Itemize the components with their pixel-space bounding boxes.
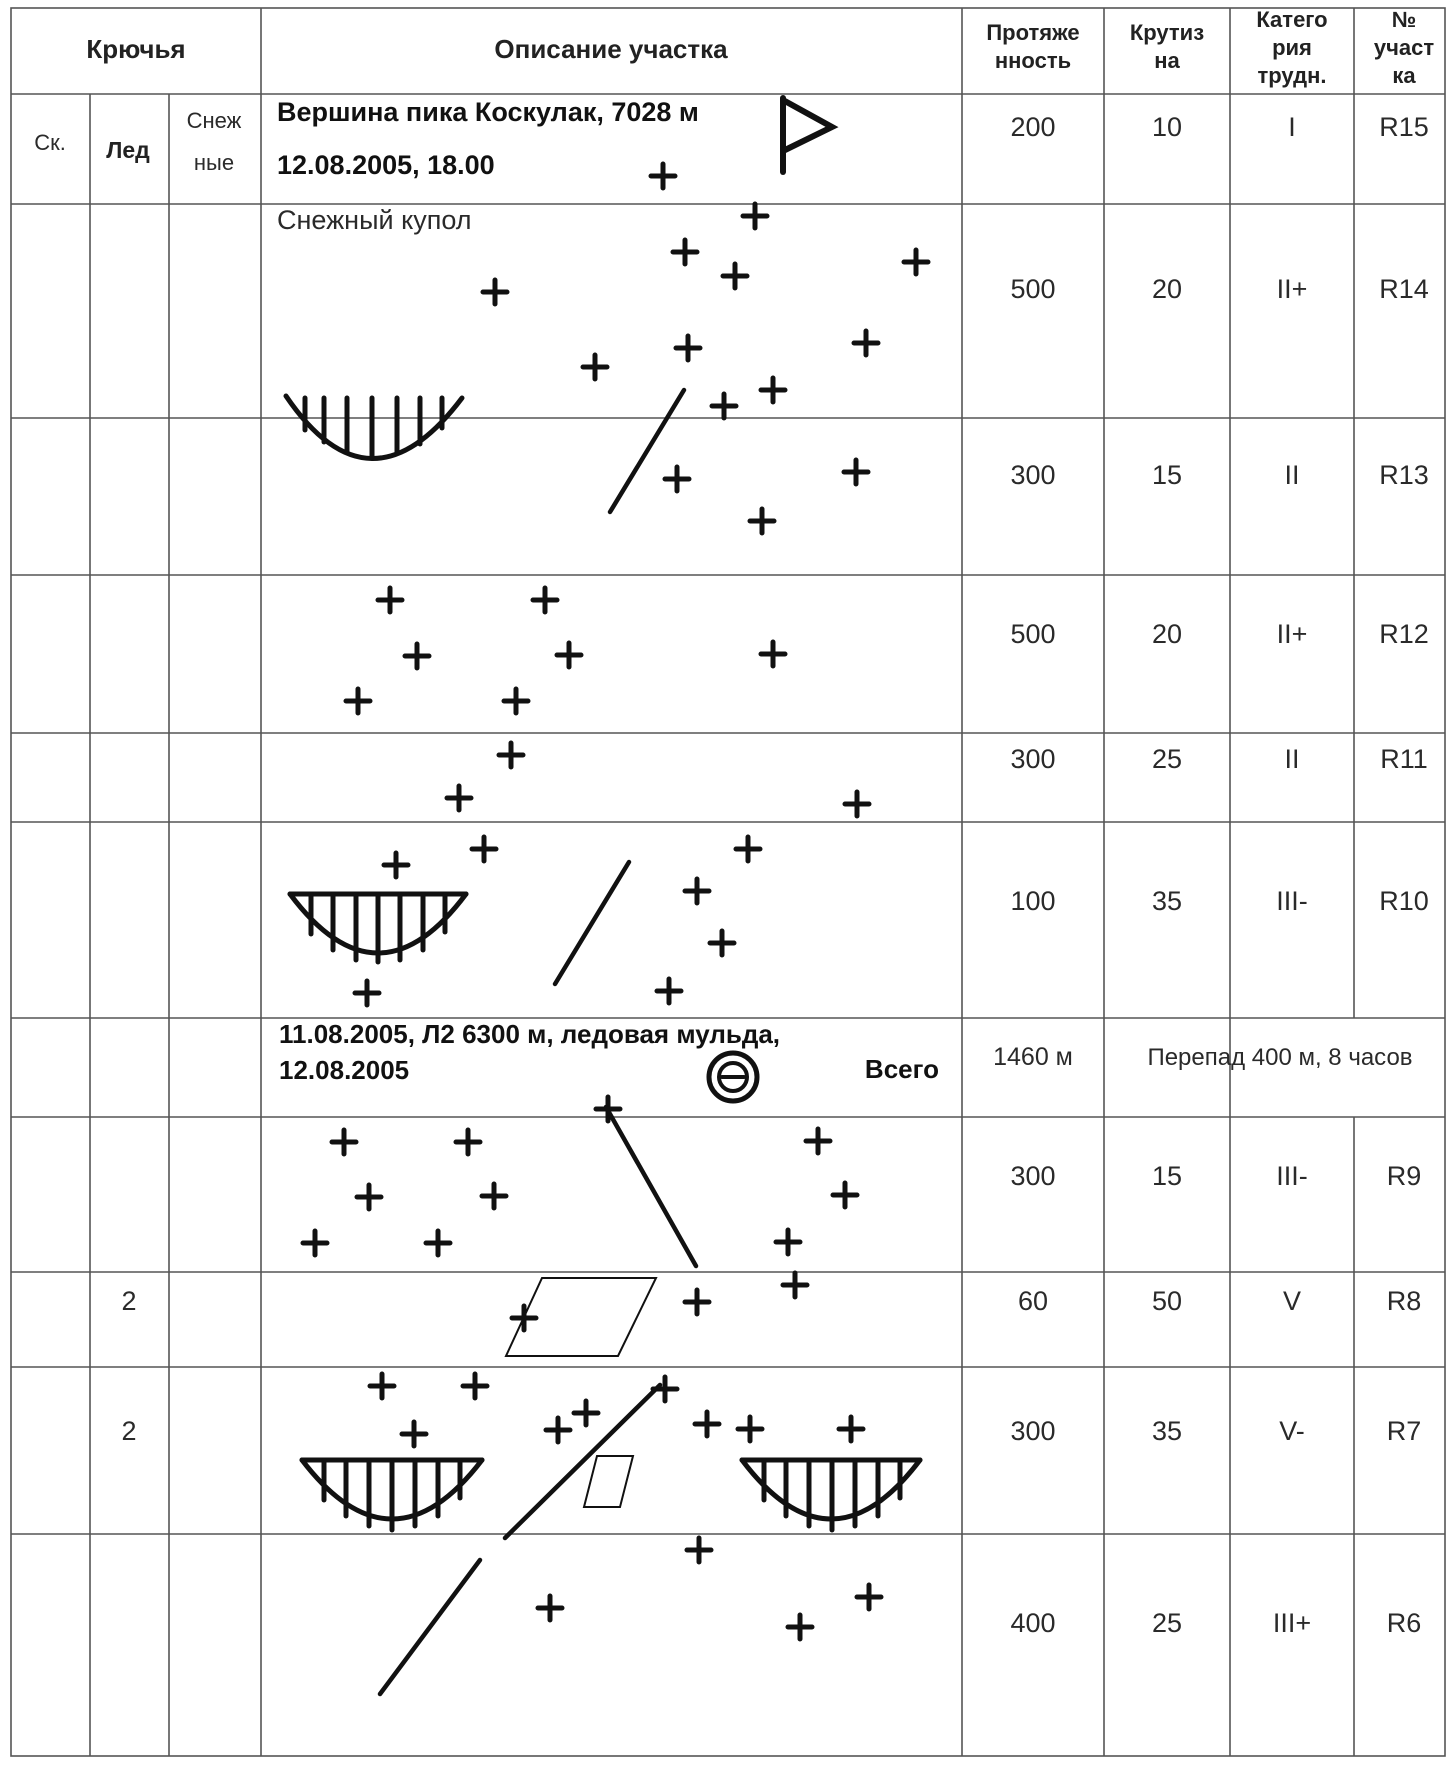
snow-marker-icon [447,786,471,810]
cell-cat: II+ [1276,619,1308,649]
snow-marker-icon [783,1273,807,1297]
table-row [1010,619,1428,649]
ice-slab-icon [584,1456,633,1507]
snow-marker-icon [483,280,507,304]
snow-marker-icon [538,1596,562,1620]
header-steepness-1: Крутиз [1129,20,1205,45]
crevasse-icon [302,1460,482,1530]
snow-marker-icon [685,1290,709,1314]
snow-marker-icon [788,1615,812,1639]
table-header-small [986,7,1434,88]
snow-marker-icon [687,1538,711,1562]
cell-length: 300 [1010,1161,1056,1191]
summit-date: 12.08.2005, 18.00 [277,150,495,180]
snow-marker-icon [482,1184,506,1208]
cell-length: 400 [1010,1608,1056,1638]
crevasse-icon [286,396,462,459]
cell-cat: III+ [1272,1608,1312,1638]
cell-id: R10 [1379,886,1429,916]
subheader-snow-1: Снеж [186,108,242,133]
table-row [121,1416,1421,1446]
cell-ice-hooks: 2 [121,1286,137,1316]
cell-steep: 35 [1151,1416,1183,1446]
cell-length: 300 [1010,744,1056,774]
cell-id: R6 [1386,1608,1422,1638]
table-row [1010,886,1428,916]
snow-marker-icon [574,1401,598,1425]
snow-marker-icon [426,1231,450,1255]
snow-marker-icon [673,240,697,264]
header-length-1: Протяже [986,20,1080,45]
snow-marker-icon [370,1374,394,1398]
cell-id: R14 [1379,274,1429,304]
snow-marker-icon [472,837,496,861]
snow-marker-icon [557,643,581,667]
snow-marker-icon [857,1585,881,1609]
subheader-snow-2: ные [193,150,235,175]
snow-marker-icon [346,689,370,713]
table-row [1010,274,1428,304]
camp-info [279,1019,1413,1085]
cell-id: R13 [1379,460,1429,490]
summit-flag-icon [783,98,832,172]
cell-length: 60 [1017,1286,1049,1316]
snow-marker-icon [854,331,878,355]
crevasse-icon [290,894,466,962]
cell-cat: V [1282,1286,1302,1316]
cell-steep: 15 [1151,460,1183,490]
cell-steep: 25 [1151,744,1183,774]
camp-elevation-drop: Перепад 400 м, 8 часов [1147,1044,1413,1071]
route-diagram [286,98,928,1694]
cell-steep: 50 [1151,1286,1183,1316]
snow-marker-icon [695,1412,719,1436]
cell-ice-hooks: 2 [121,1416,137,1446]
cell-id: R11 [1380,744,1428,774]
snow-marker-icon [904,250,928,274]
header-section-3: ка [1392,63,1416,88]
cell-id: R8 [1386,1286,1422,1316]
snow-marker-icon [743,204,767,228]
table-row [1010,112,1428,142]
snow-marker-icon [303,1231,327,1255]
cell-cat: V- [1279,1416,1305,1446]
snow-marker-icon [750,509,774,533]
cell-id: R7 [1386,1416,1422,1446]
header-description: Описание участка [494,34,728,64]
table-row [1010,460,1428,490]
snow-marker-icon [665,467,689,491]
snow-marker-icon [845,792,869,816]
table-row [1010,1608,1421,1638]
cell-id: R15 [1379,112,1429,142]
subheader-ice: Лед [106,137,150,163]
subheader-rock: Ск. [34,130,66,155]
cell-cat: III- [1276,886,1308,916]
snow-marker-icon [736,837,760,861]
snow-marker-icon [839,1417,863,1441]
cell-cat: II+ [1276,274,1308,304]
snow-marker-icon [456,1130,480,1154]
cell-steep: 35 [1151,886,1183,916]
snow-marker-icon [761,378,785,402]
snow-marker-icon [710,931,734,955]
table-grid [11,8,1445,1756]
camp-total-label: Всего [864,1054,939,1084]
snow-marker-icon [712,394,736,418]
snow-marker-icon [833,1183,857,1207]
snow-marker-icon [533,588,557,612]
snow-marker-icon [776,1230,800,1254]
snow-marker-icon [761,642,785,666]
cell-length: 100 [1010,886,1056,916]
cell-id: R12 [1379,619,1429,649]
snow-markers [303,164,928,1639]
hook-types [34,108,241,175]
cell-length: 500 [1010,619,1056,649]
snow-marker-icon [723,264,747,288]
snow-marker-icon [504,689,528,713]
crevasse-icon [742,1460,920,1530]
header-steepness-2: на [1154,48,1180,73]
header-section-2: участ [1373,35,1435,60]
cell-steep: 15 [1151,1161,1183,1191]
table-row [121,1286,1421,1316]
header-category-1: Катего [1256,7,1328,32]
cell-length: 200 [1010,112,1056,142]
snow-marker-icon [384,853,408,877]
tent-icon [709,1053,757,1101]
snow-marker-icon [463,1374,487,1398]
camp-total-length: 1460 м [993,1043,1073,1071]
cell-cat: II [1284,460,1300,490]
snow-marker-icon [332,1130,356,1154]
snow-marker-icon [685,879,709,903]
cell-steep: 20 [1151,619,1183,649]
header-category-3: трудн. [1257,63,1327,88]
snow-marker-icon [355,981,379,1005]
snow-marker-icon [844,460,868,484]
dome-label: Снежный купол [277,205,472,235]
snow-marker-icon [738,1417,762,1441]
snow-marker-icon [546,1418,570,1442]
cell-length: 300 [1010,1416,1056,1446]
cell-id: R9 [1386,1161,1422,1191]
table-row [1010,1161,1421,1191]
snow-marker-icon [499,743,523,767]
camp-line-1: 11.08.2005, Л2 6300 м, ледовая мульда, [279,1019,781,1049]
cell-length: 500 [1010,274,1056,304]
header-hooks: Крючья [86,34,186,64]
cell-steep: 20 [1151,274,1183,304]
snow-marker-icon [806,1129,830,1153]
header-category-2: рия [1272,35,1312,60]
cell-cat: III- [1276,1161,1308,1191]
snow-marker-icon [651,164,675,188]
snow-marker-icon [402,1422,426,1446]
header-section-1: № [1391,7,1417,32]
section-rows [121,112,1428,1638]
snow-marker-icon [357,1185,381,1209]
cell-length: 300 [1010,460,1056,490]
cell-cat: II [1284,744,1300,774]
snow-marker-icon [657,979,681,1003]
summit-title: Вершина пика Коскулак, 7028 м [277,97,699,127]
snow-marker-icon [405,644,429,668]
snow-marker-icon [583,355,607,379]
cell-cat: I [1288,112,1296,142]
snow-marker-icon [378,588,402,612]
camp-line-2: 12.08.2005 [279,1055,410,1085]
table-header [86,34,728,64]
cell-steep: 10 [1151,112,1183,142]
cell-steep: 25 [1151,1608,1183,1638]
snow-marker-icon [676,336,700,360]
summit-info [277,97,699,180]
header-length-2: нность [994,48,1072,73]
table-row [1010,744,1427,774]
